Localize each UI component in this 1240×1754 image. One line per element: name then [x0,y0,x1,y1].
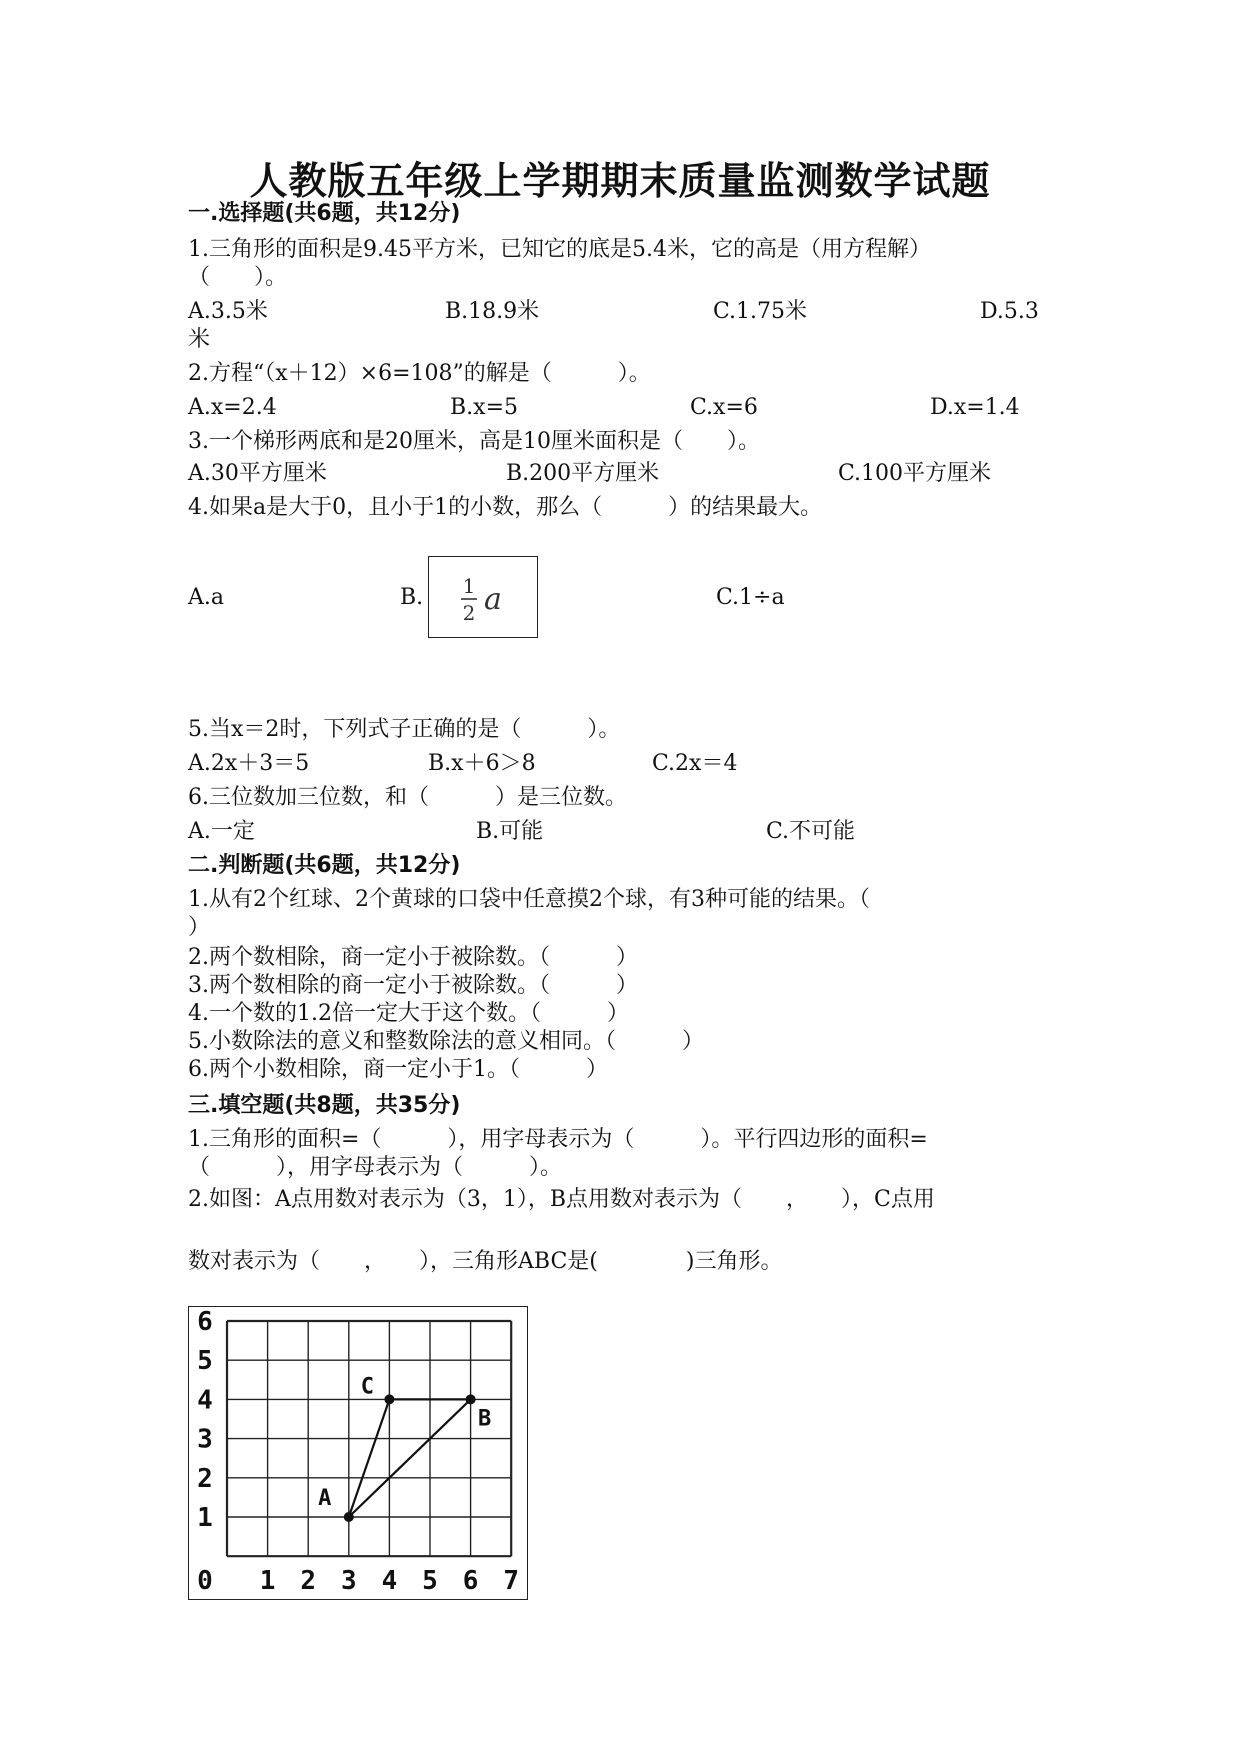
q3-option-a[interactable]: A.30平方厘米 [188,461,327,486]
judge-item-1: 1.从有2个红球、2个黄球的口袋中任意摸2个球，有3种可能的结果。（ [188,887,870,912]
coordinate-grid-svg [189,1307,526,1598]
q2-text: 2.方程“（x＋12）×6=108”的解是（ ）。 [188,361,651,386]
q5-text: 5.当x＝2时，下列式子正确的是（ ）。 [188,717,621,742]
x-tick-label: 2 [300,1566,317,1596]
q2-option-c[interactable]: C.x=6 [690,395,758,420]
y-tick-label: 5 [197,1346,213,1377]
q6-option-c[interactable]: C.不可能 [766,819,856,844]
q4-fraction-box [428,556,538,638]
q4-option-c[interactable]: C.1÷a [716,585,785,610]
x-tick-label: 7 [503,1566,520,1596]
q1-blank: （ ）。 [188,265,288,290]
q2-option-d[interactable]: D.x=1.4 [930,395,1020,420]
fill-q2-line2: 数对表示为（ ， ），三角形ABC是( )三角形。 [188,1249,783,1274]
section3-heading: 三.填空题(共8题，共35分) [188,1093,461,1118]
judge-item-3: 3.两个数相除的商一定小于被除数。（ ） [188,973,638,998]
x-tick-label: 3 [340,1566,357,1596]
coordinate-grid-figure [188,1306,528,1600]
q1-text: 1.三角形的面积是9.45平方米，已知它的底是5.4米，它的高是（用方程解） [188,237,931,262]
point-label-c: C [360,1374,375,1400]
q2-option-b[interactable]: B.x=5 [450,395,518,420]
y-tick-label: 4 [197,1385,213,1416]
fill-q1-line1: 1.三角形的面积=（ ），用字母表示为（ ）。平行四边形的面积= [188,1127,928,1152]
q1-option-d-unit: 米 [188,327,211,352]
judge-item-2: 2.两个数相除，商一定小于被除数。（ ） [188,945,638,970]
q1-option-a[interactable]: A.3.5米 [188,299,268,324]
x-tick-label: 0 [197,1566,213,1596]
y-tick-label: 6 [197,1307,213,1337]
q6-option-b[interactable]: B.可能 [476,819,544,844]
q3-option-c[interactable]: C.100平方厘米 [838,461,992,486]
fraction-half-a-image [429,557,536,636]
fraction-numerator: 1 [462,574,476,598]
page-title: 人教版五年级上学期期末质量监测数学试题 [249,159,991,203]
x-tick-label: 4 [381,1566,398,1596]
x-tick-label: 5 [422,1566,438,1596]
y-tick-label: 2 [197,1463,213,1494]
point-b [466,1394,476,1404]
point-c [384,1394,394,1404]
judge-item-1-end: ） [188,915,211,940]
triangle-edge [349,1399,471,1517]
q2-option-a[interactable]: A.x=2.4 [188,395,277,420]
q6-text: 6.三位数加三位数，和（ ）是三位数。 [188,785,627,810]
point-a [344,1512,354,1522]
fraction-denominator: 2 [462,601,476,625]
q1-option-c[interactable]: C.1.75米 [713,299,808,324]
judge-item-5: 5.小数除法的意义和整数除法的意义相同。（ ） [188,1029,704,1054]
q1-option-d[interactable]: D.5.3 [980,299,1039,324]
fill-q1-line2: （ ），用字母表示为（ ）。 [188,1155,563,1180]
y-tick-label: 1 [197,1503,213,1533]
q4-option-a[interactable]: A.a [188,585,224,610]
point-label-b: B [477,1406,492,1432]
triangle-edge [349,1399,390,1517]
q4-option-b[interactable]: B. [400,585,424,610]
y-tick-label: 3 [197,1424,213,1455]
q3-option-b[interactable]: B.200平方厘米 [506,461,660,486]
point-label-a: A [318,1486,332,1511]
section1-heading: 一.选择题(共6题，共12分) [188,201,461,226]
x-tick-label: 6 [462,1566,479,1596]
q5-option-a[interactable]: A.2x＋3＝5 [188,751,310,776]
q5-option-c[interactable]: C.2x＝4 [652,751,738,776]
section2-heading: 二.判断题(共6题，共12分) [188,853,461,878]
q1-option-b[interactable]: B.18.9米 [445,299,540,324]
fraction-variable: a [484,582,502,617]
q4-text: 4.如果a是大于0，且小于1的小数，那么（ ）的结果最大。 [188,495,823,520]
q5-option-b[interactable]: B.x＋6＞8 [428,751,536,776]
judge-item-4: 4.一个数的1.2倍一定大于这个数。（ ） [188,1001,629,1026]
q3-text: 3.一个梯形两底和是20厘米，高是10厘米面积是（ ）。 [188,429,760,454]
x-tick-label: 1 [259,1566,276,1596]
fill-q2-line1: 2.如图：A点用数对表示为（3，1），B点用数对表示为（ ， ），C点用 [188,1187,935,1212]
q6-option-a[interactable]: A.一定 [188,819,255,844]
judge-item-6: 6.两个小数相除，商一定小于1。（ ） [188,1057,608,1082]
